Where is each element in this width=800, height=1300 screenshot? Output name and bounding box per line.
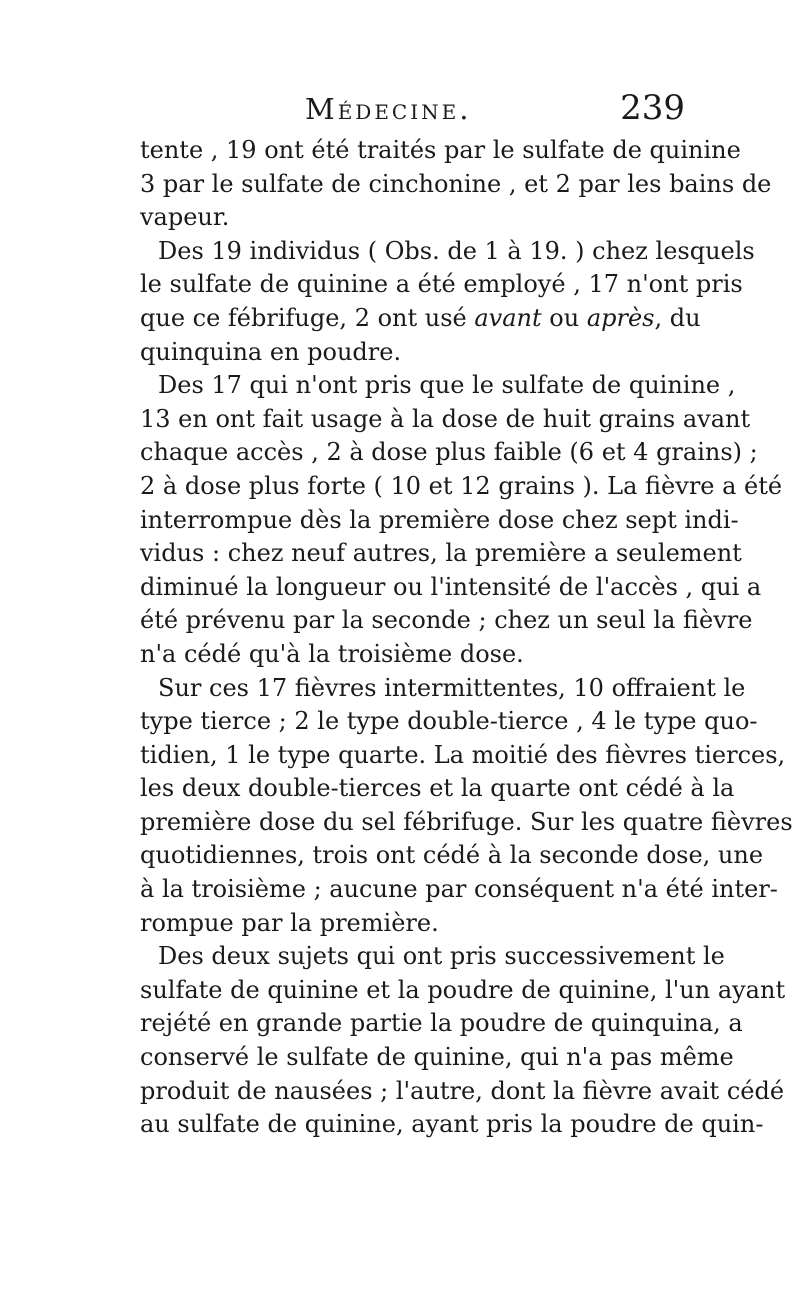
text-line: vapeur. xyxy=(140,203,230,232)
text-line: les deux double-tierces et la quarte ont cédé à la xyxy=(140,774,735,803)
text-line: Sur ces 17 fièvres intermittentes, 10 offraient le xyxy=(158,673,746,702)
text-line: Des deux sujets qui ont pris successivement le xyxy=(158,942,725,971)
page-header xyxy=(140,88,685,132)
text-line: Des 17 qui n'ont pris que le sulfate de quinine , xyxy=(158,371,736,400)
text-line: produit de nausées ; l'autre, dont la fièvre avait cédé xyxy=(140,1076,785,1105)
text-line: rompue par la première. xyxy=(140,908,439,937)
text-line: 13 en ont fait usage à la dose de huit grains avant xyxy=(140,404,751,433)
paragraph xyxy=(140,672,793,941)
paragraph xyxy=(140,235,755,369)
text-line: le sulfate de quinine a été employé , 17 n'ont pris xyxy=(140,270,743,299)
text-line: diminué la longueur ou l'intensité de l'accès , qui a xyxy=(140,572,762,601)
text-line: que ce fébrifuge, 2 ont usé avant ou après, du xyxy=(140,303,701,332)
running-head: Médecine. xyxy=(305,92,472,126)
text-line: à la troisième ; aucune par conséquent n'a été inter- xyxy=(140,875,778,904)
text-line: Des 19 individus ( Obs. de 1 à 19. ) chez lesquels xyxy=(158,236,755,265)
text-line: tidien, 1 le type quarte. La moitié des fièvres tierces, xyxy=(140,740,786,769)
text-line: n'a cédé qu'à la troisième dose. xyxy=(140,639,524,668)
page-number: 239 xyxy=(620,88,685,128)
text-line: type tierce ; 2 le type double-tierce , 4 le type quo- xyxy=(140,707,758,736)
text-line: 3 par le sulfate de cinchonine , et 2 par les bains de xyxy=(140,169,772,198)
text-line: tente , 19 ont été traités par le sulfate de quinine xyxy=(140,136,741,164)
text-line: 2 à dose plus forte ( 10 et 12 grains ). La fièvre a été xyxy=(140,471,783,500)
text-line: interrompue dès la première dose chez sept indi- xyxy=(140,505,739,534)
paragraph xyxy=(140,369,783,671)
paragraph xyxy=(140,940,786,1142)
text-line: première dose du sel fébrifuge. Sur les quatre fièvres xyxy=(140,807,793,836)
text-line: rejété en grande partie la poudre de quinquina, a xyxy=(140,1009,743,1038)
text-line: conservé le sulfate de quinine, qui n'a pas même xyxy=(140,1043,734,1072)
text-line: été prévenu par la seconde ; chez un seul la fièvre xyxy=(140,606,753,635)
text-line: quinquina en poudre. xyxy=(140,337,402,366)
text-line: chaque accès , 2 à dose plus faible (6 et 4 grains) ; xyxy=(140,438,758,467)
text-line: quotidiennes, trois ont cédé à la seconde dose, une xyxy=(140,841,764,870)
text-line: au sulfate de quinine, ayant pris la poudre de quin- xyxy=(140,1110,764,1139)
text-line: sulfate de quinine et la poudre de quinine, l'un ayant xyxy=(140,975,786,1004)
paragraph xyxy=(140,134,772,235)
text-line: vidus : chez neuf autres, la première a seulement xyxy=(140,539,742,568)
body-text xyxy=(140,134,793,1142)
